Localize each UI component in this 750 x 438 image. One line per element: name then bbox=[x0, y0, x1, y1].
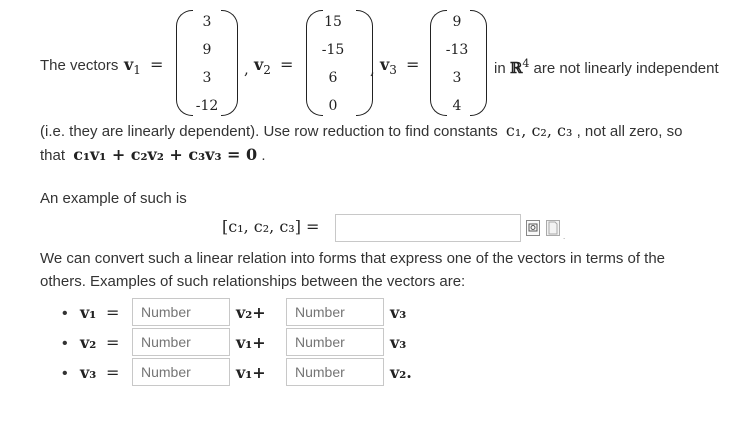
v3-entry: 4 bbox=[452, 98, 462, 114]
dot-mark: . bbox=[563, 232, 566, 241]
bullet: • bbox=[62, 365, 68, 382]
v1-entry: -12 bbox=[195, 98, 219, 114]
relation-mid: v₁+ bbox=[236, 333, 266, 352]
coefficient-input[interactable] bbox=[286, 358, 384, 386]
bullet: • bbox=[62, 305, 68, 322]
v2-label: $v_2$ = bbox=[254, 55, 294, 77]
intro-text: The vectors bbox=[40, 57, 119, 74]
comma: , bbox=[244, 60, 249, 78]
coefficient-input[interactable] bbox=[132, 358, 230, 386]
convert-line-1: We can convert such a linear relation into forms that express one of the vectors in terms of the bbox=[40, 250, 666, 267]
relation-end: v₂. bbox=[390, 363, 412, 382]
relation-lhs: v₃ bbox=[80, 363, 97, 382]
v3-entry: 9 bbox=[452, 14, 462, 30]
instruction-line: (i.e. they are linearly dependent). Use row reduction to find constants c₁, c₂, c₃ , not all zero, so bbox=[40, 121, 683, 140]
v3-entry: -13 bbox=[445, 42, 469, 58]
v2-entry: 15 bbox=[324, 14, 342, 30]
relation-lhs: v₁ bbox=[80, 303, 97, 322]
preview-icon[interactable] bbox=[526, 220, 540, 236]
coefficient-input[interactable] bbox=[132, 298, 230, 326]
coefficient-input[interactable] bbox=[286, 298, 384, 326]
relation-end: v₃ bbox=[390, 333, 407, 352]
v2-entry: 0 bbox=[328, 98, 338, 114]
v2-entry: -15 bbox=[321, 42, 345, 58]
v1-entry: 3 bbox=[202, 70, 212, 86]
relation-mid: v₂+ bbox=[236, 303, 266, 322]
v3-label: $v_3$ = bbox=[380, 55, 420, 77]
equals: = bbox=[106, 363, 120, 382]
v3-entry: 3 bbox=[452, 70, 462, 86]
example-label: An example of such is bbox=[40, 190, 187, 207]
v1-entry: 9 bbox=[202, 42, 212, 58]
v2-entry: 6 bbox=[328, 70, 338, 86]
relation-mid: v₁+ bbox=[236, 363, 266, 382]
bullet: • bbox=[62, 335, 68, 352]
equals: = bbox=[106, 333, 120, 352]
v1-label: $v_1$ = bbox=[124, 55, 164, 77]
relation-end: v₃ bbox=[390, 303, 407, 322]
equation-line: that c₁v₁ + c₂v₂ + c₃v₃ = 0 . bbox=[40, 145, 266, 164]
relation-lhs: v₂ bbox=[80, 333, 97, 352]
equals: = bbox=[106, 303, 120, 322]
coefficient-input[interactable] bbox=[286, 328, 384, 356]
bracket-label: [c₁, c₂, c₃] = bbox=[222, 217, 320, 236]
constants-input[interactable] bbox=[335, 214, 521, 242]
comma: , bbox=[370, 60, 375, 78]
v1-entry: 3 bbox=[202, 14, 212, 30]
in-r4-text: in ℝ$^4$ are not linearly independent bbox=[494, 57, 719, 77]
document-icon[interactable] bbox=[546, 220, 560, 236]
convert-line-2: others. Examples of such relationships between the vectors are: bbox=[40, 273, 466, 290]
coefficient-input[interactable] bbox=[132, 328, 230, 356]
